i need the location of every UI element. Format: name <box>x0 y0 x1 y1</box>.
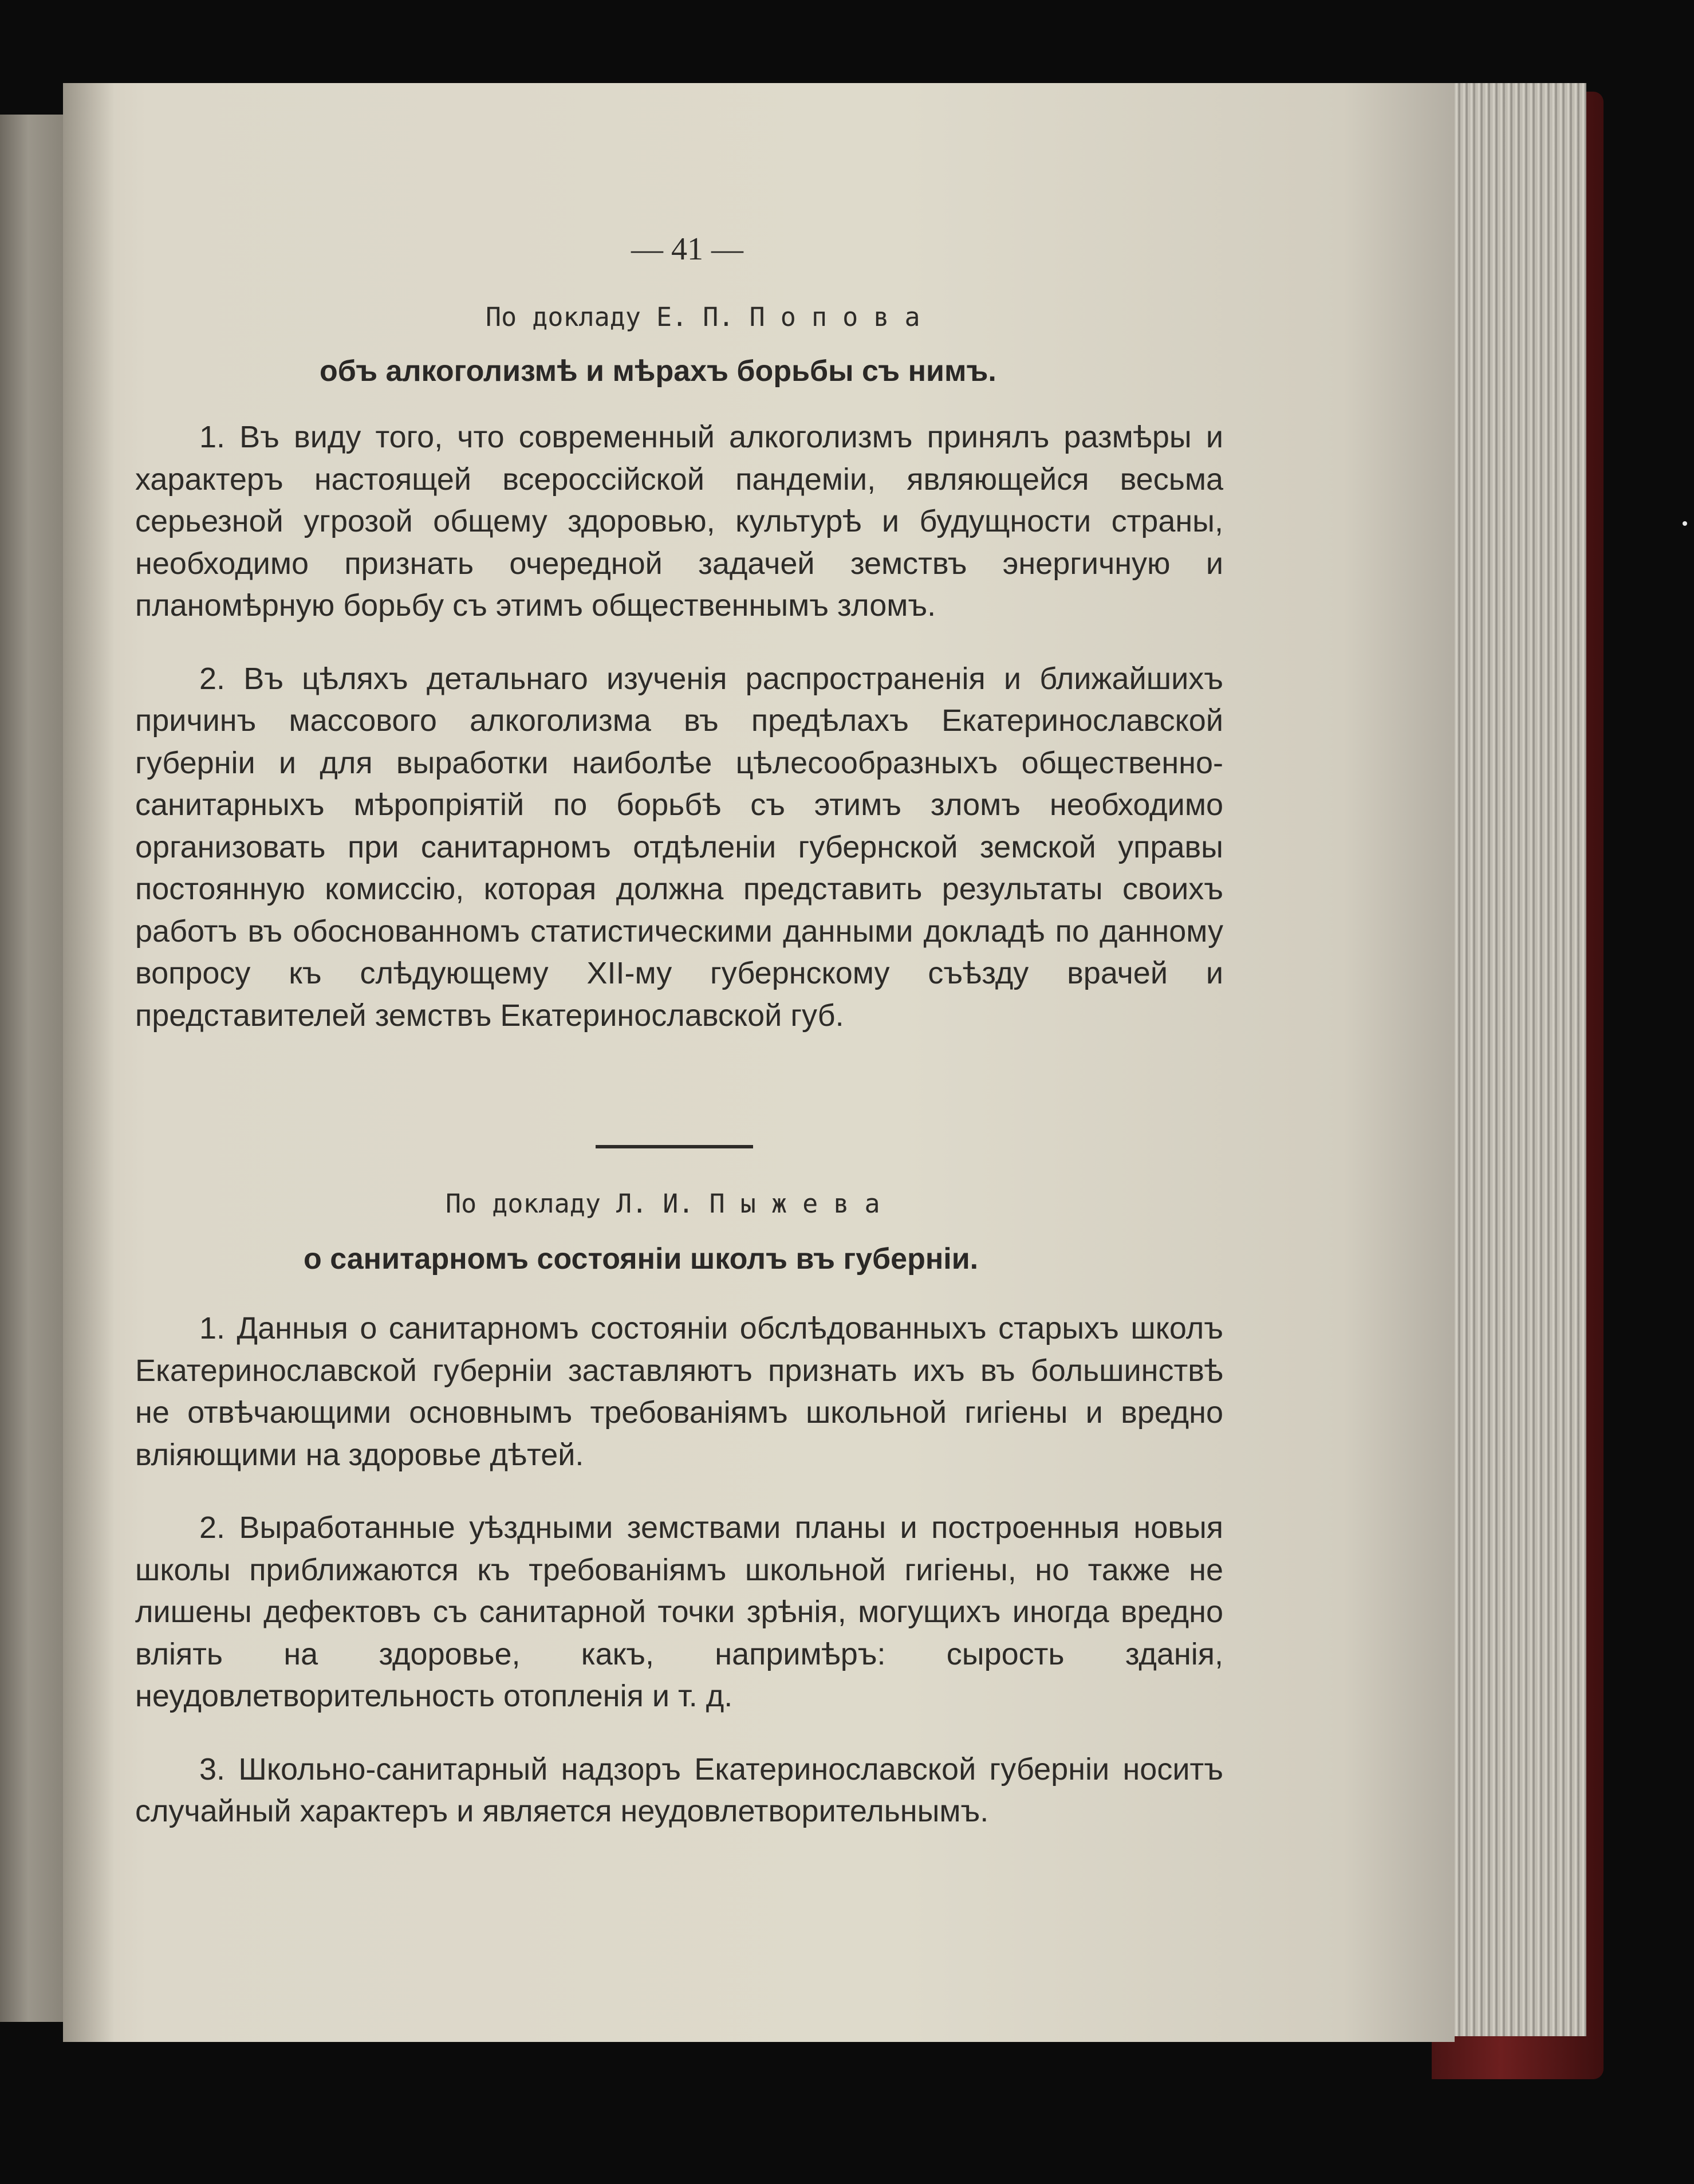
section1-paragraph-2: 2. Въ цѣляхъ детальнаго изученія распространенія и ближайшихъ причинъ массового алкоголизма въ предѣлахъ Екатеринославской губерніи и для выработки наиболѣе цѣлесообразныхъ общественно-санитарныхъ мѣропріятій по борьбѣ съ этимъ зломъ необходимо организовать при санитарномъ отдѣленіи губернской земской управы постоянную комиссію, которая должна представить результаты своихъ работъ въ обоснованномъ статистическими данными докладѣ по данному вопросу къ слѣдующему XII-му губернскому съѣзду врачей и представителей земствъ Екатеринославской губ. <box>135 661 1223 1033</box>
section1-body <box>135 416 1223 1068</box>
section2-body <box>135 1308 1223 1864</box>
gutter-shadow <box>63 83 115 2042</box>
section2-paragraph-1: 1. Данныя о санитарномъ состояніи обслѣдованныхъ старыхъ школъ Екатеринославской губерніи заставляютъ признать ихъ въ большинствѣ не отвѣчающими основнымъ требованіямъ школьной гигіены и вредно вліяющими на здоровье дѣтей. <box>135 1311 1223 1472</box>
previous-page-edge <box>0 115 63 2022</box>
section1-byline: По докладу Е. П. П о п о в а <box>486 302 920 332</box>
section-divider <box>596 1145 753 1148</box>
section2-title: о санитарномъ состояніи школъ въ губерніи. <box>304 1242 979 1276</box>
section2-paragraph-2: 2. Выработанные уѣздными земствами планы и построенныя новыя школы приближаются къ требованіямъ школьной гигіены, но также не лишены дефектовъ съ санитарной точки зрѣнія, могущихъ иногда вредно вліять на здоровье, какъ, напримѣръ: сырость зданія, неудовлетворительность отопленія и т. д. <box>135 1510 1223 1713</box>
section1-paragraph-1: 1. Въ виду того, что современный алкоголизмъ принялъ размѣры и характеръ настоящей всероссійской пандеміи, являющейся весьма серьезной угрозой общему здоровью, культурѣ и будущности страны, необходимо признать очередной задачей земствъ энергичную и планомѣрную борьбу съ этимъ общественнымъ зломъ. <box>135 420 1223 623</box>
page-block-edges <box>1432 83 1586 2036</box>
scan-speck <box>1683 521 1687 526</box>
section2-byline: По докладу Л. И. П ы ж е в а <box>446 1189 880 1219</box>
section1-title: объ алкоголизмѣ и мѣрахъ борьбы съ нимъ. <box>320 355 996 388</box>
page-number: — 41 — <box>631 231 743 267</box>
section2-paragraph-3: 3. Школьно-санитарный надзоръ Екатеринославской губерніи носитъ случайный характеръ и является неудовлетворительнымъ. <box>135 1752 1223 1828</box>
